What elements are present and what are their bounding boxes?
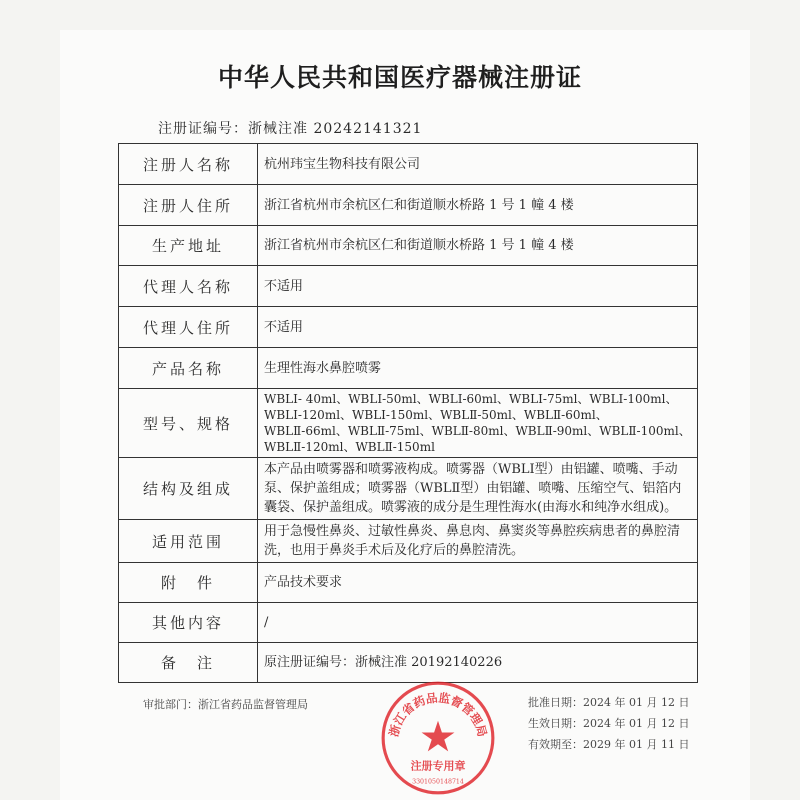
row-value: 用于急慢性鼻炎、过敏性鼻炎、鼻息肉、鼻窦炎等鼻腔疾病患者的鼻腔清洗，也用于鼻炎手术后及化疗后的鼻腔清洗。 bbox=[258, 520, 698, 563]
table-row bbox=[119, 266, 698, 307]
row-label: 其他内容 bbox=[119, 603, 258, 643]
table-row bbox=[119, 603, 698, 643]
row-label: 型号、规格 bbox=[119, 389, 258, 458]
row-label: 附 件 bbox=[119, 563, 258, 603]
table-row bbox=[119, 226, 698, 266]
row-label: 生产地址 bbox=[119, 226, 258, 266]
row-value: / bbox=[258, 603, 698, 643]
table-row bbox=[119, 185, 698, 226]
table-row bbox=[119, 389, 698, 458]
row-label: 结构及组成 bbox=[119, 458, 258, 520]
svg-text:浙江省药品监督管理局: 浙江省药品监督管理局 bbox=[386, 690, 490, 739]
row-label: 代理人名称 bbox=[119, 266, 258, 307]
row-value: 杭州玮宝生物科技有限公司 bbox=[258, 144, 698, 185]
row-value: 生理性海水鼻腔喷雾 bbox=[258, 348, 698, 389]
svg-text:注册专用章: 注册专用章 bbox=[410, 759, 466, 773]
row-label: 适用范围 bbox=[119, 520, 258, 563]
table-row bbox=[119, 520, 698, 563]
svg-text:3301050148714: 3301050148714 bbox=[412, 778, 464, 786]
row-label: 产品名称 bbox=[119, 348, 258, 389]
table-row bbox=[119, 643, 698, 683]
row-label: 注册人住所 bbox=[119, 185, 258, 226]
row-value: 产品技术要求 bbox=[258, 563, 698, 603]
row-value: 原注册证编号：浙械注准 20192140226 bbox=[258, 643, 698, 683]
table-row bbox=[119, 458, 698, 520]
table-row bbox=[119, 307, 698, 348]
approval-department: 审批部门：浙江省药品监督管理局 bbox=[143, 698, 308, 711]
official-seal-stamp bbox=[380, 680, 496, 796]
dates-block bbox=[528, 692, 689, 755]
row-label: 代理人住所 bbox=[119, 307, 258, 348]
row-value: WBLⅠ- 40ml、WBLⅠ-50ml、WBLⅠ-60ml、WBLⅠ-75ml、WBLⅠ-100ml、WBLⅠ-120ml、WBLⅠ-150ml、WBLⅡ-50ml、WBLⅡ-60ml、WBLⅡ-66ml、WBLⅡ-75ml、WBLⅡ-80ml、WBLⅡ-90ml、WBLⅡ-100ml、WBLⅡ-120ml、WBLⅡ-150ml bbox=[258, 389, 698, 458]
table-row bbox=[119, 348, 698, 389]
row-value: 不适用 bbox=[258, 266, 698, 307]
effective-date: 生效日期：2024 年 01 月 12 日 bbox=[528, 717, 690, 730]
expiry-date: 有效期至：2029 年 01 月 11 日 bbox=[528, 738, 690, 751]
approval-date: 批准日期：2024 年 01 月 12 日 bbox=[528, 696, 690, 709]
table-row bbox=[119, 144, 698, 185]
table-row bbox=[119, 563, 698, 603]
row-value: 不适用 bbox=[258, 307, 698, 348]
row-value: 本产品由喷雾器和喷雾液构成。喷雾器（WBLⅠ型）由铝罐、喷嘴、手动泵、保护盖组成；喷雾器（WBLⅡ型）由铝罐、喷嘴、压缩空气、铝箔内囊袋、保护盖组成。喷雾液的成分是生理性海水(由海水和纯净水组成)。 bbox=[258, 458, 698, 520]
registration-table bbox=[118, 143, 698, 683]
certificate-number: 注册证编号：浙械注准 20242141321 bbox=[158, 121, 423, 137]
document-title: 中华人民共和国医疗器械注册证 bbox=[217, 63, 582, 92]
row-label: 备 注 bbox=[119, 643, 258, 683]
row-value: 浙江省杭州市余杭区仁和街道顺水桥路 1 号 1 幢 4 楼 bbox=[258, 185, 698, 226]
row-label: 注册人名称 bbox=[119, 144, 258, 185]
row-value: 浙江省杭州市余杭区仁和街道顺水桥路 1 号 1 幢 4 楼 bbox=[258, 226, 698, 266]
